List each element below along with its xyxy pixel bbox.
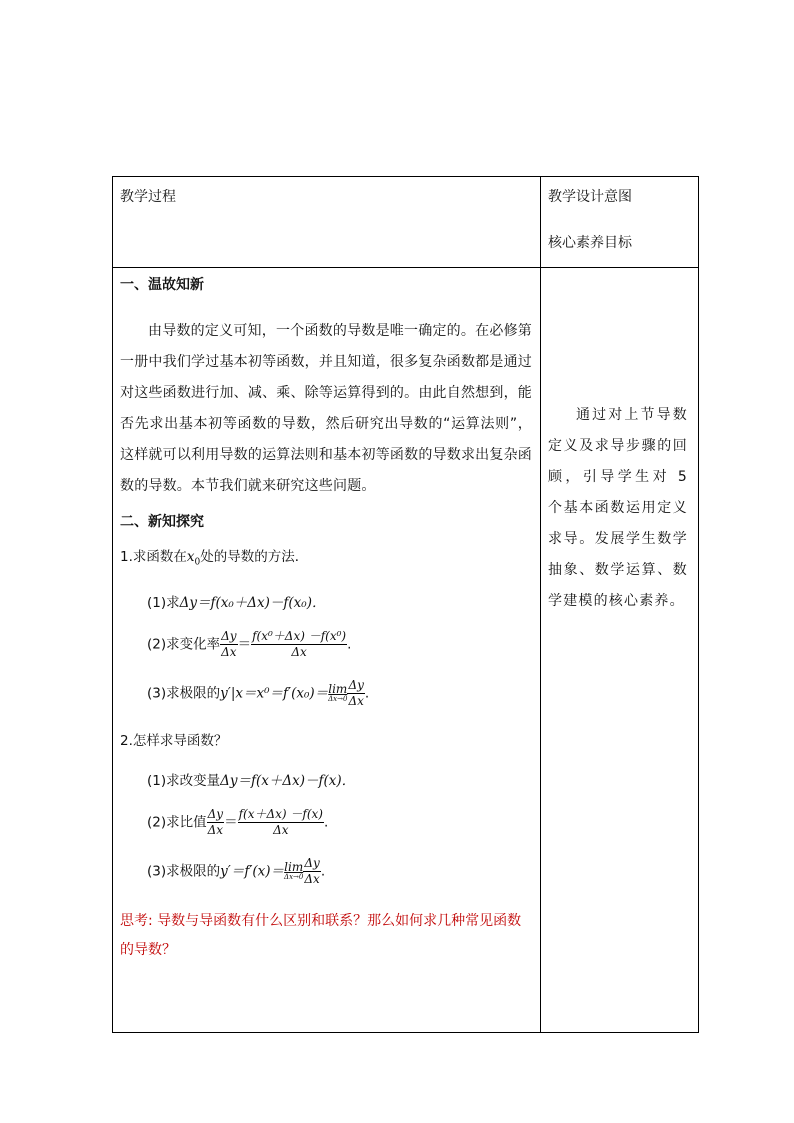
lesson-table [112,176,699,1033]
item1-step1-label: (1)求 [147,594,180,611]
item1-step3-fraction [347,678,364,709]
fraction-numerator: Δy [221,628,237,643]
item2-step2-fraction-right [238,807,324,838]
fraction-denominator: Δx [348,693,364,708]
content-row [113,268,699,1033]
item2-step3-fraction [303,856,320,887]
fraction-numerator: Δy [348,677,364,692]
fraction-numerator: Δy [304,855,320,870]
item1-var: x [186,549,195,565]
item1-limit [328,683,347,703]
item2-limit [284,861,303,881]
fraction-denominator: Δx [207,822,224,837]
teaching-process-title: 教学过程 [120,189,176,205]
item1-step2-fraction-right [251,629,347,660]
core-literacy-title: 核心素养目标 [548,235,632,251]
fraction-denominator: Δx [238,822,324,838]
fraction-numerator: f(x⁰＋Δx) －f(x⁰) [252,628,347,643]
item1-step2: (2)求变化率 $\frac{\Delta y}{\Delta x}$ ＝ $\frac{\text{f(x⁰＋Δx) －f(x⁰)}}{\Delta x}$ . [147,628,352,659]
item1-step1 [113,593,540,613]
item1-title [113,547,540,573]
fraction-denominator: Δx [251,644,347,660]
header-right-cell [541,177,699,268]
item1-lead: 1.求函数在 [120,549,187,565]
review-heading: 一、温故知新 [120,277,204,293]
content-right-cell [541,268,699,1033]
item1-step3: (3)求极限的y′|x＝x⁰＝f′(x₀)＝ lim Δx→0 $\frac{\Delta y}{\Delta x}$ . [147,677,370,708]
item1-step3-formula: y′|x＝x⁰＝f′(x₀)＝ [220,685,329,702]
item1-step1-formula: Δy＝f(x₀＋Δx)－f(x₀)． [179,594,326,611]
item1-step2-label: (2)求变化率 [147,636,221,653]
design-intent-paragraph: 通过对上节导数定义及求导步骤的回顾，引导学生对 5 个基本函数运用定义求导。发展学生数学抽象、数学运算、数学建模的核心素养。 [548,407,688,609]
item2-title: 2.怎样求导函数？ [120,732,228,749]
header-row [113,177,699,268]
think-question: 思考: 导数与导函数有什么区别和联系？那么如何求几种常见函数的导数？ [120,912,522,958]
item1-step3-label: (3)求极限的 [147,685,221,702]
item2-step2: (2)求比值 $\frac{\Delta y}{\Delta x}$ ＝ $\frac{f(x+\Delta x) -f(x)}{\Delta x}$ . [147,806,329,837]
limit-text: lim [328,682,348,697]
header-left-cell [113,177,541,268]
item2-step3-label: (3)求极限的 [147,863,221,880]
item2-step1 [113,771,540,791]
item2-step3-formula: y′＝f′(x)＝ [220,863,285,880]
limit-subscript: Δx→0 [328,695,348,704]
item2-step2-label: (2)求比值 [147,814,207,831]
fraction-numerator: f(x＋Δx) －f(x) [238,806,323,821]
item2-step2-fraction-left [207,807,224,838]
content-left-cell [113,268,541,1033]
explore-heading: 二、新知探究 [120,514,204,530]
item2-step3: (3)求极限的y′＝f′(x)＝ lim Δx→0 $\frac{\Delta y}{\Delta x}$ . [147,855,326,886]
fraction-denominator: Δx [221,644,237,659]
review-paragraph: 由导数的定义可知，一个函数的导数是唯一确定的。在必修第一册中我们学过基本初等函数，并且知道，很多复杂函数都是通过对这些函数进行加、减、乘、除等运算得到的。由此自然想到，能否先求出基本初等函数的导数，然后研究出导数的“运算法则”，这样就可以利用导数的运算法则和基本初等函数的导数求出复杂函数的导数。本节我们就来研究这些问题。 [120,323,532,494]
limit-text: lim [284,860,304,875]
item1-sub: 0 [194,557,201,568]
design-intent-title: 教学设计意图 [548,189,632,205]
fraction-denominator: Δx [304,871,320,886]
limit-subscript: Δx→0 [284,873,304,882]
item1-step2-fraction-left [220,629,237,660]
item1-tail: 处的导数的方法． [200,549,309,565]
item2-step1-formula: Δy＝f(x＋Δx)－f(x)． [220,772,356,789]
fraction-numerator: Δy [207,806,224,821]
item2-step1-label: (1)求改变量 [147,772,221,789]
